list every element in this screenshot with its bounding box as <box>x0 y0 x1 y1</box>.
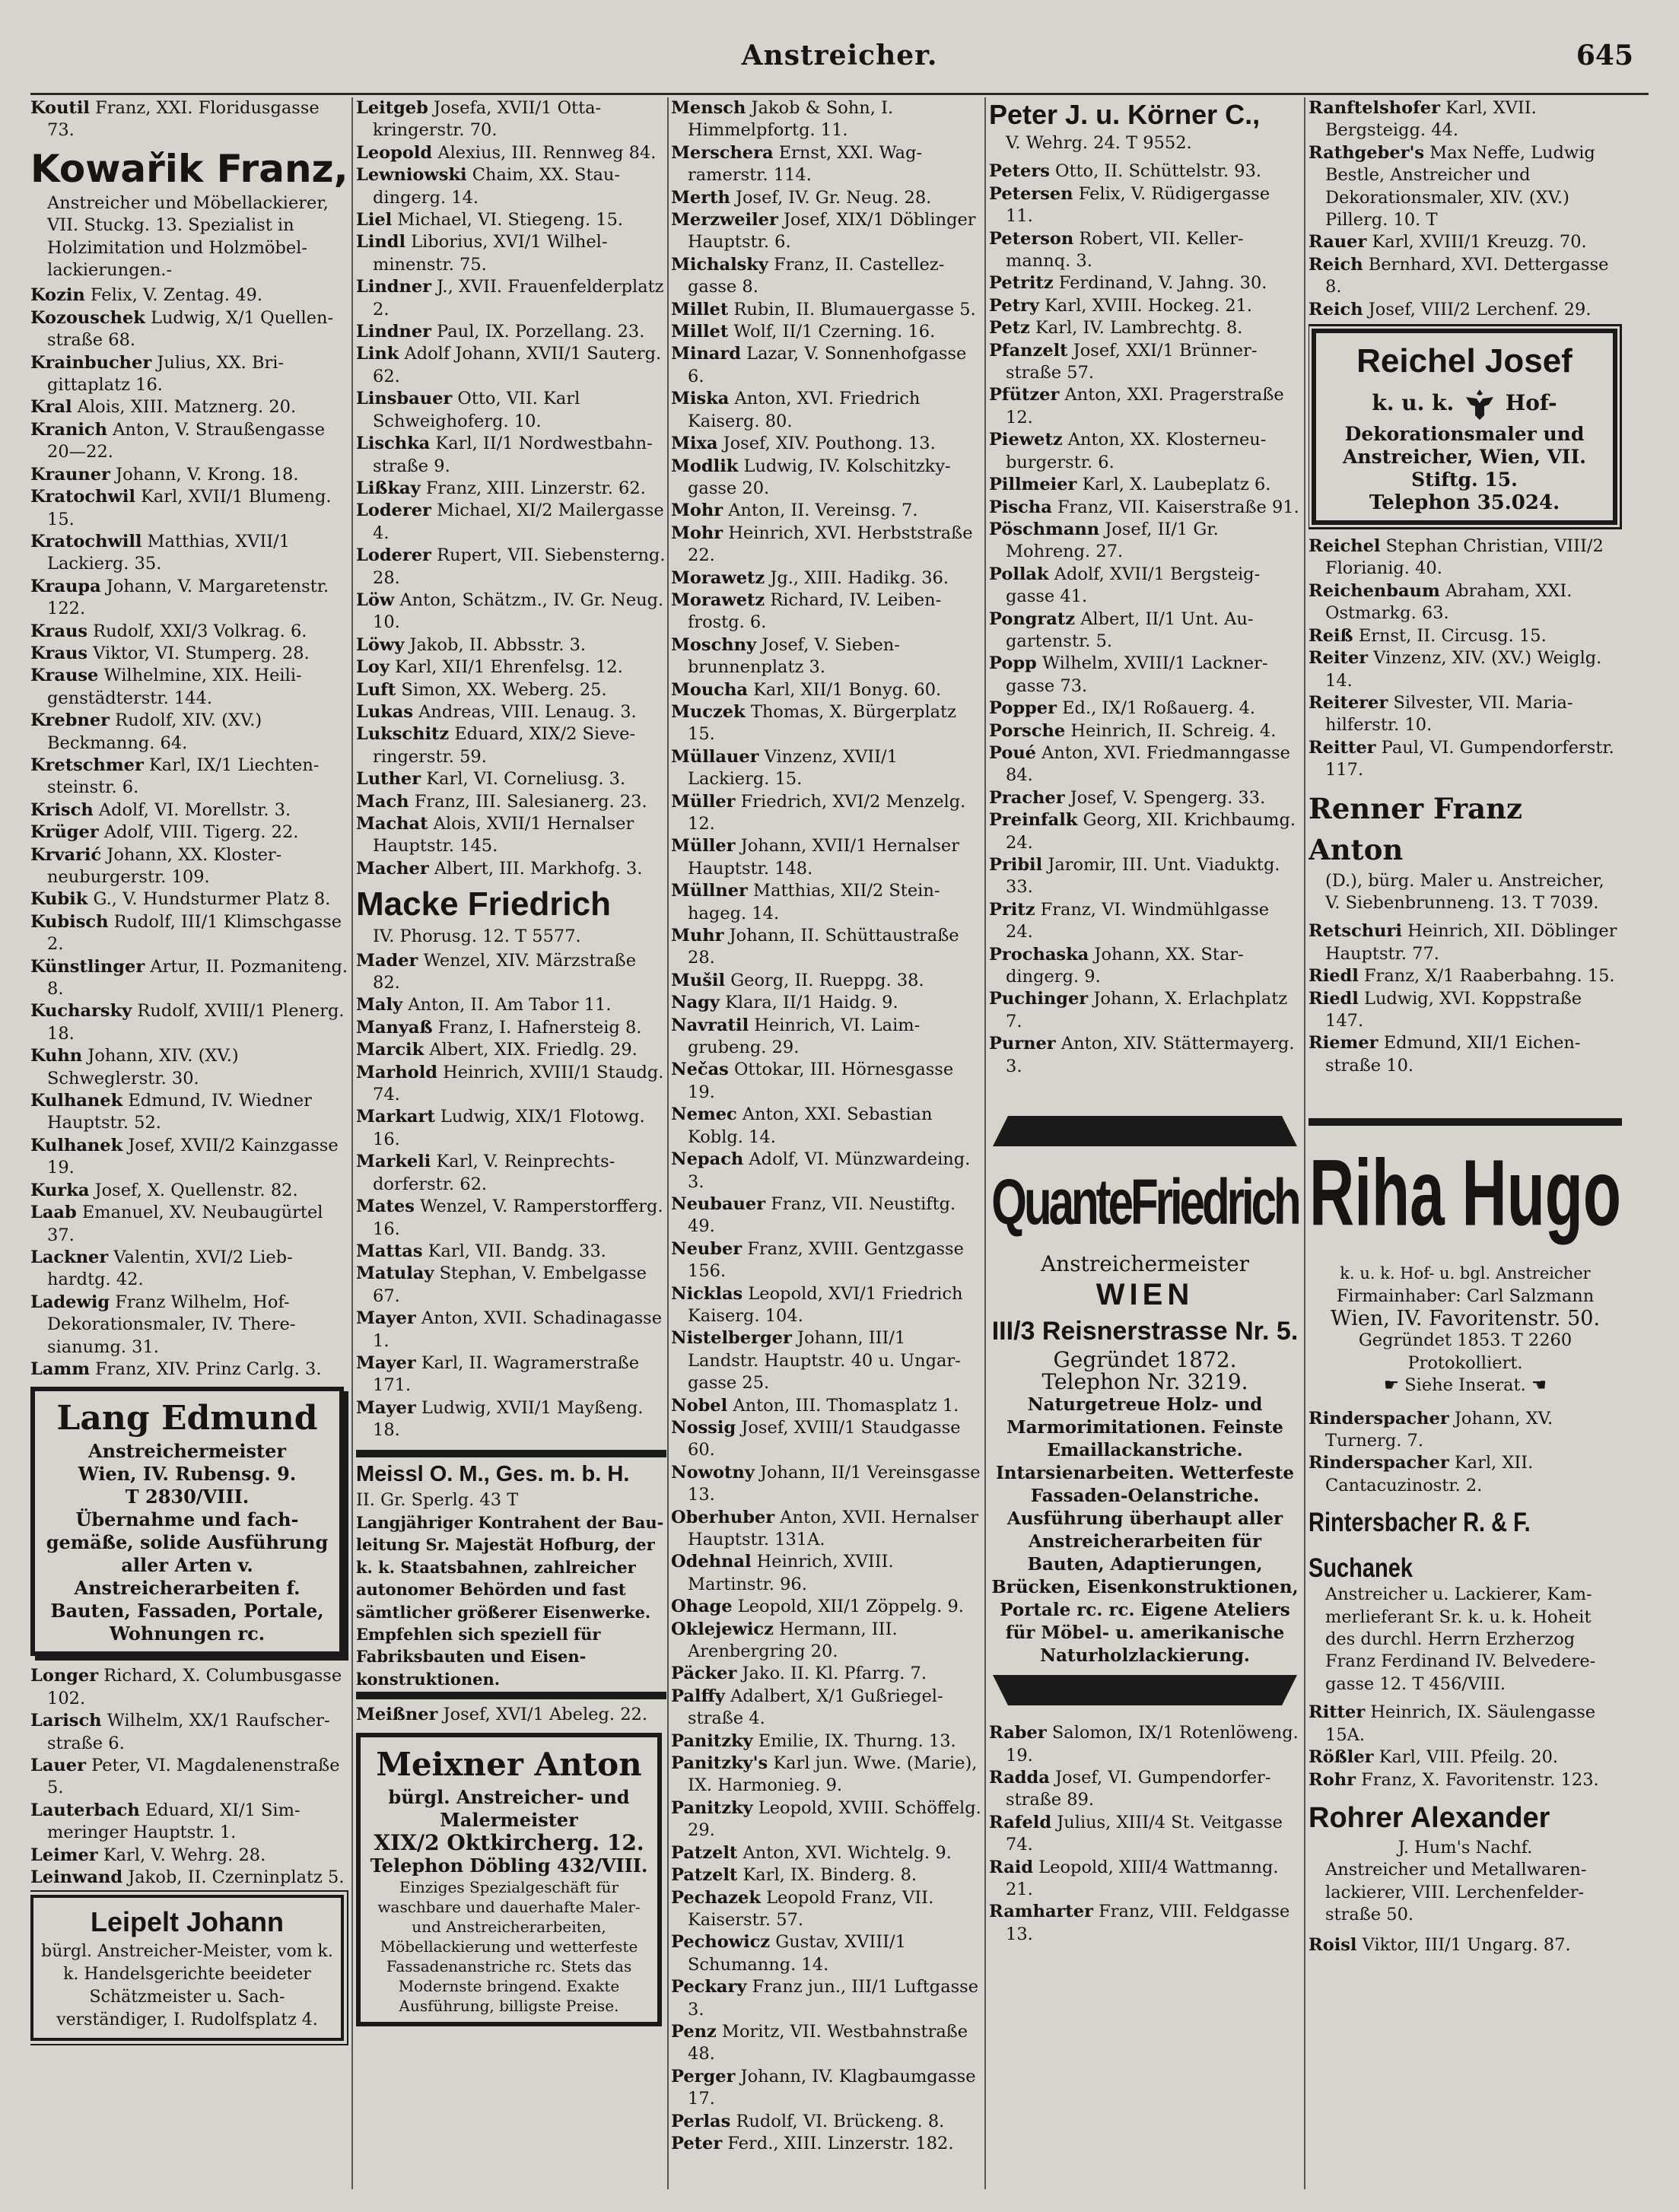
list-item: Millet Rubin, II. Blumauergasse 5. <box>671 299 976 319</box>
list-item: Künstlinger Artur, II. Pozmaniteng. 8. <box>30 956 348 1000</box>
advert-title: Lang Edmund <box>56 1399 318 1438</box>
list-item: Kraus Rudolf, XXI/3 Volkrag. 6. <box>30 621 307 641</box>
list-item: Petz Karl, IV. Lambrechtg. 8. <box>989 318 1243 338</box>
list-item: Mušil Georg, II. Rueppg. 38. <box>671 970 924 990</box>
list-item: Peter Ferd., XIII. Linzerstr. 182. <box>671 2133 954 2153</box>
advert-text: Einziges Spezialgeschäft für waschbare und dauerhafte Maler- und Anstreicherarbeiten, Möbellackierung und wetterfeste Fassadenanstriche rc. Stets das Modernste bringend. Exakte Ausführung, billigste Preise. <box>377 1877 641 2015</box>
list-item: Leinwand Jakob, II. Czerninplatz 5. <box>30 1867 345 1887</box>
advert-text: IV. Phorusg. 12. T 5577. <box>373 926 581 947</box>
list-item: Müllauer Vinzenz, XVII/1 Lackierg. 15. <box>671 746 898 790</box>
advert-lang <box>30 1387 344 1656</box>
list-item: Roisl Viktor, III/1 Ungarg. 87. <box>1309 1934 1571 1955</box>
list-item: Neubauer Franz, VII. Neustiftg. 49. <box>671 1193 956 1237</box>
list-item: Popp Wilhelm, XVIII/1 Lacknergasse 73. <box>989 653 1268 696</box>
list-item: Lischka Karl, II/1 Nordwestbahnstraße 9. <box>356 434 653 476</box>
list-item: Müllner Matthias, XII/2 Steinhageg. 14. <box>671 881 940 923</box>
advert-bar <box>356 1450 666 1457</box>
advert-leipelt <box>30 1895 344 2041</box>
advert-macke <box>356 883 666 948</box>
list-item: Mates Wenzel, V. Ramperstorfferg. 16. <box>356 1197 663 1239</box>
advert-line: Telephon Döbling 432/VIII. <box>370 1854 648 1877</box>
list-item: Kulhanek Josef, XVII/2 Kainzgasse 19. <box>30 1135 339 1178</box>
list-item: Pöschmann Josef, II/1 Gr. Mohreng. 27. <box>989 519 1219 562</box>
advert-meissl <box>356 1450 666 1700</box>
advert-title: Reichel Josef <box>1356 342 1572 380</box>
list-item: Petersen Felix, V. Rüdigergasse 11. <box>989 183 1270 227</box>
list-item: Reichel Stephan Christian, VIII/2 Florianig. 40. <box>1309 536 1604 579</box>
list-item: Panitzky Leopold, XVIII. Schöffelg. 29. <box>671 1797 981 1841</box>
column-divider <box>984 97 986 2189</box>
list-item: Krisch Adolf, VI. Morellstr. 3. <box>30 799 291 820</box>
list-item: Löwy Jakob, II. Abbsstr. 3. <box>356 634 587 655</box>
list-item: Mohr Heinrich, XVI. Herbststraße 22. <box>671 523 973 566</box>
list-item: Peterson Robert, VII. Kellermannq. 3. <box>989 228 1244 272</box>
list-item: Reiß Ernst, II. Circusg. 15. <box>1309 625 1547 646</box>
header-rule <box>30 93 1649 95</box>
list-item: Miska Anton, XVI. Friedrich Kaiserg. 80. <box>671 389 921 431</box>
list-item: Macher Albert, III. Markhofg. 3. <box>356 858 643 879</box>
list-item: Peckary Franz jun., III/1 Luftgasse 3. <box>671 1977 979 2020</box>
advert-title: Renner Franz Anton <box>1309 791 1523 866</box>
list-item: Ranftelshofer Karl, XVII. Bergsteigg. 44. <box>1309 98 1537 141</box>
list-item: Perger Johann, IV. Klagbaumgasse 17. <box>671 2066 976 2109</box>
list-item: Muhr Johann, II. Schüttaustraße 28. <box>671 926 959 968</box>
advert-renner <box>1309 788 1622 915</box>
advert-title: Meissl O. M., Ges. m. b. H. <box>356 1461 630 1486</box>
list-item: Pribil Jaromir, III. Unt. Viaduktg. 33. <box>989 855 1280 898</box>
list-item: Neuber Franz, XVIII. Gentzgasse 156. <box>671 1238 964 1282</box>
list-item: Merzweiler Josef, XIX/1 Döblinger Hauptstr. 6. <box>671 210 976 253</box>
list-item: Piewetz Anton, XX. Klosterneuburgerstr. 6. <box>989 430 1267 472</box>
advert-title: Peter J. u. Körner C., <box>989 99 1261 130</box>
list-item: Lißkay Franz, XIII. Linzerstr. 62. <box>356 478 646 498</box>
list-item: Mader Wenzel, XIV. Märzstraße 82. <box>356 950 637 993</box>
advert-title: Leipelt Johann <box>90 1906 285 1938</box>
advert-text: Dekorationsmaler und Anstreicher, Wien, VII. Stiftg. 15. <box>1343 423 1586 491</box>
advert-line: ☛ Siehe Inserat. ☚ <box>1383 1375 1547 1396</box>
list-item: Morawetz Richard, IV. Leibenfrostg. 6. <box>671 590 942 633</box>
list-item: Preinfalk Georg, XII. Krichbaumg. 24. <box>989 810 1296 853</box>
list-item: Rinderspacher Karl, XII. Cantacuzinostr. 2. <box>1309 1453 1534 1495</box>
advert-text: Anstreicher u. Lackierer, Kammerlieferant Sr. k. u. k. Hoheit des durchl. Herrn Erzherzog Franz Ferdinand IV. Belvederegasse 12. T 456/VIII. <box>1325 1584 1596 1694</box>
list-item: Kretschmer Karl, IX/1 Liechtensteinstr. 6. <box>30 755 320 798</box>
list-item: Lindner J., XVII. Frauenfelderplatz 2. <box>356 277 664 319</box>
list-item: Maly Anton, II. Am Tabor 11. <box>356 995 612 1015</box>
list-item: Matulay Stephan, V. Embelgasse 67. <box>356 1263 647 1306</box>
list-item: Poué Anton, XVI. Friedmanngasse 84. <box>989 742 1290 786</box>
list-item: Perlas Rudolf, VI. Brückeng. 8. <box>671 2111 945 2131</box>
list-item: Pfützer Anton, XXI. Pragerstraße 12. <box>989 385 1284 427</box>
list-item: Luther Karl, VI. Corneliusg. 3. <box>356 769 626 790</box>
list-item: Krause Wilhelmine, XIX. Heiligenstädterstr. 144. <box>30 666 302 708</box>
list-item: Petry Karl, XVIII. Hockeg. 21. <box>989 295 1253 316</box>
list-item: Reiter Vinzenz, XIV. (XV.) Weiglg. 14. <box>1309 648 1602 691</box>
list-item: Mayer Anton, XVII. Schadinagasse 1. <box>356 1308 663 1351</box>
list-item: Nossig Josef, XVIII/1 Staudgasse 60. <box>671 1417 961 1460</box>
list-item: Lindl Liborius, XVI/1 Wilhelminenstr. 75. <box>356 232 608 275</box>
page-number: 645 <box>1576 40 1633 72</box>
advert-meixner <box>356 1733 662 2026</box>
advert-line: III/3 Reisnerstrasse Nr. 5. <box>991 1316 1299 1346</box>
list-item: Krainbucher Julius, XX. Brigittaplatz 16. <box>30 352 285 396</box>
list-item: Reiterer Silvester, VII. Mariahilferstr. 10. <box>1309 692 1573 736</box>
list-item: Kulhanek Edmund, IV. Wiedner Hauptstr. 52. <box>30 1091 312 1133</box>
list-item: Kubik G., V. Hundsturmer Platz 8. <box>30 889 331 910</box>
list-item: Raber Salomon, IX/1 Rotenlöweng. 19. <box>989 1723 1299 1765</box>
list-item: Prochaska Johann, XX. Stardingerg. 9. <box>989 944 1244 987</box>
list-item: Leopold Alexius, III. Rennweg 84. <box>356 142 657 163</box>
list-item: Kraupa Johann, V. Margaretenstr. 122. <box>30 576 329 619</box>
list-item: Mohr Anton, II. Vereinsg. 7. <box>671 501 918 521</box>
column-1 <box>30 97 348 2189</box>
list-item: Ladewig Franz Wilhelm, Hof-Dekorationsmaler, IV. Theresianumg. 31. <box>30 1292 296 1357</box>
list-item: Ramharter Franz, VIII. Feldgasse 13. <box>989 1902 1290 1944</box>
list-item: Reich Josef, VIII/2 Lerchenf. 29. <box>1309 299 1592 319</box>
advert-line: Gegründet 1853. T 2260 <box>1358 1330 1572 1351</box>
list-item: Laab Emanuel, XV. Neubaugürtel 37. <box>30 1203 323 1245</box>
list-item: Machat Alois, XVII/1 Hernalser Hauptstr. 145. <box>356 814 634 857</box>
advert-text: V. Wehrg. 24. T 9552. <box>1006 133 1192 153</box>
list-item: Nečas Ottokar, III. Hörnesgasse 19. <box>671 1060 954 1102</box>
list-item: Krüger Adolf, VIII. Tigerg. 22. <box>30 822 299 843</box>
advert-line-right: Hof- <box>1505 390 1557 416</box>
list-item: Pechowicz Gustav, XVIII/1 Schumanng. 14. <box>671 1932 906 1975</box>
list-item: Krauner Johann, V. Krong. 18. <box>30 464 299 485</box>
list-item: Nobel Anton, III. Thomasplatz 1. <box>671 1395 959 1416</box>
advert-line: Anstreichermeister <box>1040 1251 1250 1277</box>
advert-peter <box>989 97 1301 154</box>
list-item: Pillmeier Karl, X. Laubeplatz 6. <box>989 475 1271 495</box>
list-item: Kral Alois, XIII. Matznerg. 20. <box>30 397 297 418</box>
list-item: Pechazek Leopold Franz, VII. Kaiserstr. 57. <box>671 1887 934 1930</box>
advert-text: Anstreicher und Möbellackierer, VII. Stuckg. 13. Spezialist in Holzimitation und Holzmöbellackierungen.- <box>47 192 329 281</box>
column-divider <box>1304 97 1305 2189</box>
list-item: Penz Moritz, VII. Westbahnstraße 48. <box>671 2021 968 2064</box>
advert-line: Telephon Nr. 3219. <box>1041 1369 1248 1395</box>
list-item: Patzelt Anton, XVI. Wichtelg. 9. <box>671 1842 952 1863</box>
list-item: Rohr Franz, X. Favoritenstr. 123. <box>1309 1769 1599 1790</box>
list-item: Oberhuber Anton, XVII. Hernalser Hauptstr. 131A. <box>671 1507 979 1549</box>
advert-line: II. Gr. Sperlg. 43 T <box>356 1489 519 1510</box>
list-item: Marhold Heinrich, XVIII/1 Staudg. 74. <box>356 1062 664 1105</box>
advert-line: Gegründet 1872. <box>1053 1346 1237 1372</box>
list-item: Rinderspacher Johann, XV. Turnerg. 7. <box>1309 1408 1553 1451</box>
list-item: Ritter Heinrich, IX. Säulengasse 15A. <box>1309 1702 1596 1745</box>
list-item: Muczek Thomas, X. Bürgerplatz 15. <box>671 701 956 745</box>
list-item: Odehnal Heinrich, XVIII. Martinstr. 96. <box>671 1552 894 1594</box>
advert-kowarik <box>30 145 348 282</box>
list-item: Lewniowski Chaim, XX. Staudingerg. 14. <box>356 165 621 208</box>
advert-rohrer <box>1309 1799 1622 1927</box>
list-item: Lamm Franz, XIV. Prinz Carlg. 3. <box>30 1359 322 1379</box>
list-item: Peters Otto, II. Schüttelstr. 93. <box>989 161 1262 182</box>
list-item: Mattas Karl, VII. Bandg. 33. <box>356 1241 606 1261</box>
list-item: Nepach Adolf, VI. Münzwardeing. 3. <box>671 1149 971 1192</box>
column-4 <box>989 97 1301 2189</box>
list-item: Radda Josef, VI. Gumpendorferstraße 89. <box>989 1767 1271 1810</box>
list-item: Meißner Josef, XVI/1 Abeleg. 22. <box>356 1705 647 1725</box>
list-item: Kozouschek Ludwig, X/1 Quellenstraße 68. <box>30 307 334 351</box>
advert-text: bürgl. Anstreicher-Meister, vom k. k. Handelsgerichte beeideter Schätzmeister u. Sachverständiger, I. Rudolfsplatz 4. <box>41 1942 333 2030</box>
advert-title: QuanteFriedrich <box>991 1166 1299 1238</box>
list-item: Larisch Wilhelm, XX/1 Raufscherstraße 6. <box>30 1711 330 1753</box>
list-item: Kozin Felix, V. Zentag. 49. <box>30 285 263 306</box>
list-item: Pracher Josef, V. Spengerg. 33. <box>989 787 1266 808</box>
list-item: Kraus Viktor, VI. Stumperg. 28. <box>30 643 310 663</box>
ornament-bar <box>993 1116 1297 1146</box>
list-item: Porsche Heinrich, II. Schreig. 4. <box>989 720 1277 741</box>
list-item: Patzelt Karl, IX. Binderg. 8. <box>671 1865 917 1886</box>
advert-rintersbacher <box>1309 1508 1622 1696</box>
list-item: Lauterbach Eduard, XI/1 Simmeringer Hauptstr. 1. <box>30 1800 301 1843</box>
list-item: Päcker Jako. II. Kl. Pfarrg. 7. <box>671 1664 927 1684</box>
advert-line: Protokolliert. <box>1407 1352 1523 1373</box>
list-item: Purner Anton, XIV. Stättermayerg. 3. <box>989 1034 1295 1076</box>
list-item: Nistelberger Johann, III/1 Landstr. Hauptstr. 40 u. Ungargasse 25. <box>671 1328 961 1394</box>
list-item: Navratil Heinrich, VI. Laimgrubeng. 29. <box>671 1015 921 1058</box>
advert-line: T 2830/VIII. <box>125 1486 250 1508</box>
list-item: Lauer Peter, VI. Magdalenenstraße 5. <box>30 1755 340 1798</box>
list-item: Kratochwill Matthias, XVII/1 Lackierg. 35. <box>30 531 291 574</box>
list-item: Koutil Franz, XXI. Floridusgasse 73. <box>30 98 320 141</box>
list-item: Michalsky Franz, II. Castellezgasse 8. <box>671 254 945 297</box>
page-title: Anstreicher. <box>741 40 938 72</box>
advert-line: Übernahme und fachgemäße, solide Ausführung aller Arten v. Anstreicherarbeiten f. Bauten, Fassaden, Portale, Wohnungen rc. <box>46 1508 329 1645</box>
list-item: Lukschitz Eduard, XIX/2 Sieveringerstr. 59. <box>356 724 636 767</box>
advert-line: J. Hum's Nachf. <box>1398 1837 1533 1858</box>
page-header <box>30 40 1649 93</box>
list-item: Mayer Karl, II. Wagramerstraße 171. <box>356 1352 640 1396</box>
list-item: Riedl Franz, X/1 Raaberbahng. 15. <box>1309 966 1615 987</box>
list-item: Kubisch Rudolf, III/1 Klimschgasse 2. <box>30 911 342 955</box>
list-item: Retschuri Heinrich, XII. Döblinger Hauptstr. 77. <box>1309 921 1617 964</box>
list-item: Markart Ludwig, XIX/1 Flotowg. 16. <box>356 1107 645 1149</box>
list-item: Popper Ed., IX/1 Roßauerg. 4. <box>989 698 1256 719</box>
advert-quante <box>989 1116 1301 1711</box>
advert-title: Rintersbacher R. & F. Suchanek <box>1309 1508 1531 1584</box>
list-item: Müller Johann, XVII/1 Hernalser Hauptstr. 148. <box>671 836 959 879</box>
list-item: Kuhn Johann, XIV. (XV.) Schweglerstr. 30. <box>30 1046 239 1089</box>
list-item: Morawetz Jg., XIII. Hadikg. 36. <box>671 567 949 588</box>
list-item: Modlik Ludwig, IV. Kolschitzkygasse 20. <box>671 456 951 498</box>
list-item: Mach Franz, III. Salesianerg. 23. <box>356 791 647 812</box>
column-divider <box>351 97 353 2189</box>
list-item: Loderer Rupert, VII. Siebensterng. 28. <box>356 545 666 588</box>
list-item: Leitgeb Josefa, XVII/1 Ottakringerstr. 70. <box>356 98 602 141</box>
list-item: Petritz Ferdinand, V. Jahng. 30. <box>989 273 1267 294</box>
list-item: Kucharsky Rudolf, XVIII/1 Plenerg. 18. <box>30 1001 345 1044</box>
column-5 <box>1309 97 1622 2189</box>
advert-text: Anstreicher und Metallwarenlackierer, VIII. Lerchenfelderstraße 50. <box>1325 1860 1587 1925</box>
list-item: Kurka Josef, X. Quellenstr. 82. <box>30 1180 298 1200</box>
advert-riha <box>1309 1118 1622 1397</box>
advert-title: Rohrer Alexander <box>1309 1801 1550 1834</box>
list-item: Pfanzelt Josef, XXI/1 Brünnerstraße 57. <box>989 340 1258 383</box>
list-item: Linsbauer Otto, VII. Karl Schweighoferg. 10. <box>356 389 580 431</box>
list-item: Panitzky's Karl jun. Wwe. (Marie), IX. Harmonieg. 9. <box>671 1753 978 1796</box>
list-item: Rößler Karl, VIII. Pfeilg. 20. <box>1309 1747 1559 1768</box>
list-item: Pischa Franz, VII. Kaiserstraße 91. <box>989 497 1299 517</box>
advert-line: Firmainhaber: Carl Salzmann <box>1336 1286 1595 1306</box>
list-item: Loderer Michael, XI/2 Mailergasse 4. <box>356 501 664 543</box>
list-item: Rathgeber's Max Neffe, Ludwig Bestle, Anstreicher und Dekorationsmaler, XIV. (XV.) Pillerg. 10. T <box>1309 142 1595 230</box>
eagle-crest-icon <box>1461 386 1498 423</box>
advert-text: (D.), bürg. Maler u. Anstreicher, V. Siebenbrunneng. 13. T 7039. <box>1325 870 1604 913</box>
list-item: Panitzky Emilie, IX. Thurng. 13. <box>671 1731 956 1751</box>
list-item: Minard Lazar, V. Sonnenhofgasse 6. <box>671 344 967 386</box>
list-item: Moschny Josef, V. Siebenbrunnenplatz 3. <box>671 634 900 678</box>
column-2 <box>356 97 666 2189</box>
column-3 <box>671 97 981 2189</box>
advert-text: Naturgetreue Holz- und Marmorimitationen. Feinste Emaillackanstriche. Intarsienarbeiten. Wetterfeste Fassaden-Oelanstriche. Ausführung überhaupt aller Anstreicherarbeiten für Bauten, Adaptierungen, Brücken, Eisenkonstruktionen, Portale rc. rc. Eigene Ateliers für Möbel- u. amerikanische Naturholzlackierung. <box>991 1394 1299 1666</box>
list-item: Reitter Paul, VI. Gumpendorferstr. 117. <box>1309 737 1614 780</box>
advert-text: Langjähriger Kontrahent der Bauleitung Sr. Majestät Hofburg, der k. k. Staatsbahnen, zahlreicher autonomer Behörden und fast sämtlicher größerer Eisenwerke. Empfehlen sich speziell für Fabriksbauten und Eisenkonstruktionen. <box>356 1512 664 1689</box>
list-item: Müller Friedrich, XVI/2 Menzelg. 12. <box>671 791 966 834</box>
list-item: Raid Leopold, XIII/4 Wattmanng. 21. <box>989 1857 1279 1899</box>
list-item: Merth Josef, IV. Gr. Neug. 28. <box>671 187 932 208</box>
list-item: Merschera Ernst, XXI. Wagramerstr. 114. <box>671 142 923 186</box>
advert-reichel <box>1312 329 1617 525</box>
list-item: Nemec Anton, XXI. Sebastian Koblg. 14. <box>671 1104 933 1147</box>
list-item: Mixa Josef, XIV. Pouthong. 13. <box>671 434 936 454</box>
list-item: Longer Richard, X. Columbusgasse 102. <box>30 1666 342 1708</box>
advert-title: Riha Hugo <box>1309 1142 1621 1246</box>
list-item: Lindner Paul, IX. Porzellang. 23. <box>356 322 645 342</box>
list-item: Palffy Adalbert, X/1 Gußriegelstraße 4. <box>671 1686 943 1729</box>
list-item: Manyaß Franz, I. Hafnersteig 8. <box>356 1017 642 1038</box>
list-item: Puchinger Johann, X. Erlachplatz 7. <box>989 989 1288 1031</box>
list-item: Pritz Franz, VI. Windmühlgasse 24. <box>989 899 1270 942</box>
ornament-bar <box>993 1675 1297 1705</box>
list-item: Nicklas Leopold, XVI/1 Friedrich Kaiserg. 104. <box>671 1283 963 1326</box>
list-item: Krvarić Johann, XX. Klosterneuburgerstr. 109. <box>30 844 282 887</box>
advert-line: XIX/2 Oktkircherg. 12. <box>374 1829 644 1855</box>
list-item: Krebner Rudolf, XIV. (XV.) Beckmanng. 64. <box>30 710 262 753</box>
list-item: Riedl Ludwig, XVI. Koppstraße 147. <box>1309 988 1582 1031</box>
list-item: Leimer Karl, V. Wehrg. 28. <box>30 1845 266 1865</box>
list-item: Reichenbaum Abraham, XXI. Ostmarkg. 63. <box>1309 580 1572 624</box>
list-item: Link Adolf Johann, XVII/1 Sauterg. 62. <box>356 344 662 386</box>
advert-line: Anstreichermeister <box>88 1440 286 1463</box>
list-item: Pollak Adolf, XVII/1 Bergsteiggasse 41. <box>989 564 1261 607</box>
pointing-hand-icon: ☚ <box>1531 1375 1547 1396</box>
advert-line-left: k. u. k. <box>1372 390 1455 416</box>
list-item: Kratochwil Karl, XVII/1 Blumeng. 15. <box>30 487 332 529</box>
list-item: Reich Bernhard, XVI. Dettergasse 8. <box>1309 254 1609 297</box>
list-item: Mayer Ludwig, XVII/1 Mayßeng. 18. <box>356 1397 644 1441</box>
list-item: Nagy Klara, II/1 Haidg. 9. <box>671 993 898 1013</box>
advert-bar <box>356 1692 666 1699</box>
list-item: Oklejewicz Hermann, III. Arenbergring 20. <box>671 1619 898 1662</box>
advert-line: Wien, IV. Rubensg. 9. <box>78 1463 297 1486</box>
pointing-hand-icon: ☛ <box>1383 1375 1400 1396</box>
advert-title: Kowařik Franz, <box>30 146 348 191</box>
list-item: Mensch Jakob & Sohn, I. Himmelpfortg. 11. <box>671 98 894 141</box>
advert-title: Macke Friedrich <box>356 885 612 923</box>
list-item: Millet Wolf, II/1 Czerning. 16. <box>671 322 936 342</box>
advert-line <box>1324 383 1605 423</box>
list-item: Marcik Albert, XIX. Friedlg. 29. <box>356 1040 638 1060</box>
advert-bar <box>1309 1118 1622 1126</box>
list-item: Ohage Leopold, XII/1 Zöppelg. 9. <box>671 1597 964 1617</box>
list-item: Loy Karl, XII/1 Ehrenfelsg. 12. <box>356 657 623 678</box>
list-item: Löw Anton, Schätzm., IV. Gr. Neug. 10. <box>356 590 664 633</box>
column-divider <box>667 97 669 2189</box>
list-item: Markeli Karl, V. Reinprechtsdorferstr. 62. <box>356 1152 615 1194</box>
list-item: Pongratz Albert, II/1 Unt. Augartenstr. 5. <box>989 609 1254 651</box>
advert-line: Wien, IV. Favoritenstr. 50. <box>1330 1307 1601 1330</box>
list-item: Lukas Andreas, VIII. Lenaug. 3. <box>356 701 637 722</box>
list-item: Rafeld Julius, XIII/4 St. Veitgasse 74. <box>989 1812 1283 1855</box>
list-item: Kranich Anton, V. Straußengasse 20—22. <box>30 419 326 462</box>
advert-title: Meixner Anton <box>376 1745 642 1783</box>
advert-line: bürgl. Anstreicher- und Malermeister <box>388 1785 630 1831</box>
advert-line: k. u. k. Hof- u. bgl. Anstreicher <box>1340 1264 1591 1283</box>
list-item: Luft Simon, XX. Weberg. 25. <box>356 679 607 700</box>
list-item: Lackner Valentin, XVI/2 Liebhardtg. 42. <box>30 1247 293 1290</box>
list-item: Moucha Karl, XII/1 Bonyg. 60. <box>671 679 942 700</box>
advert-line: Telephon 35.024. <box>1369 491 1560 515</box>
list-item: Liel Michael, VI. Stiegeng. 15. <box>356 210 624 230</box>
list-item: Rauer Karl, XVIII/1 Kreuzg. 70. <box>1309 232 1587 253</box>
list-item: Nowotny Johann, II/1 Vereinsgasse 13. <box>671 1462 981 1505</box>
list-item: Riemer Edmund, XII/1 Eichenstraße 10. <box>1309 1033 1581 1076</box>
advert-line: WIEN <box>1095 1277 1194 1311</box>
